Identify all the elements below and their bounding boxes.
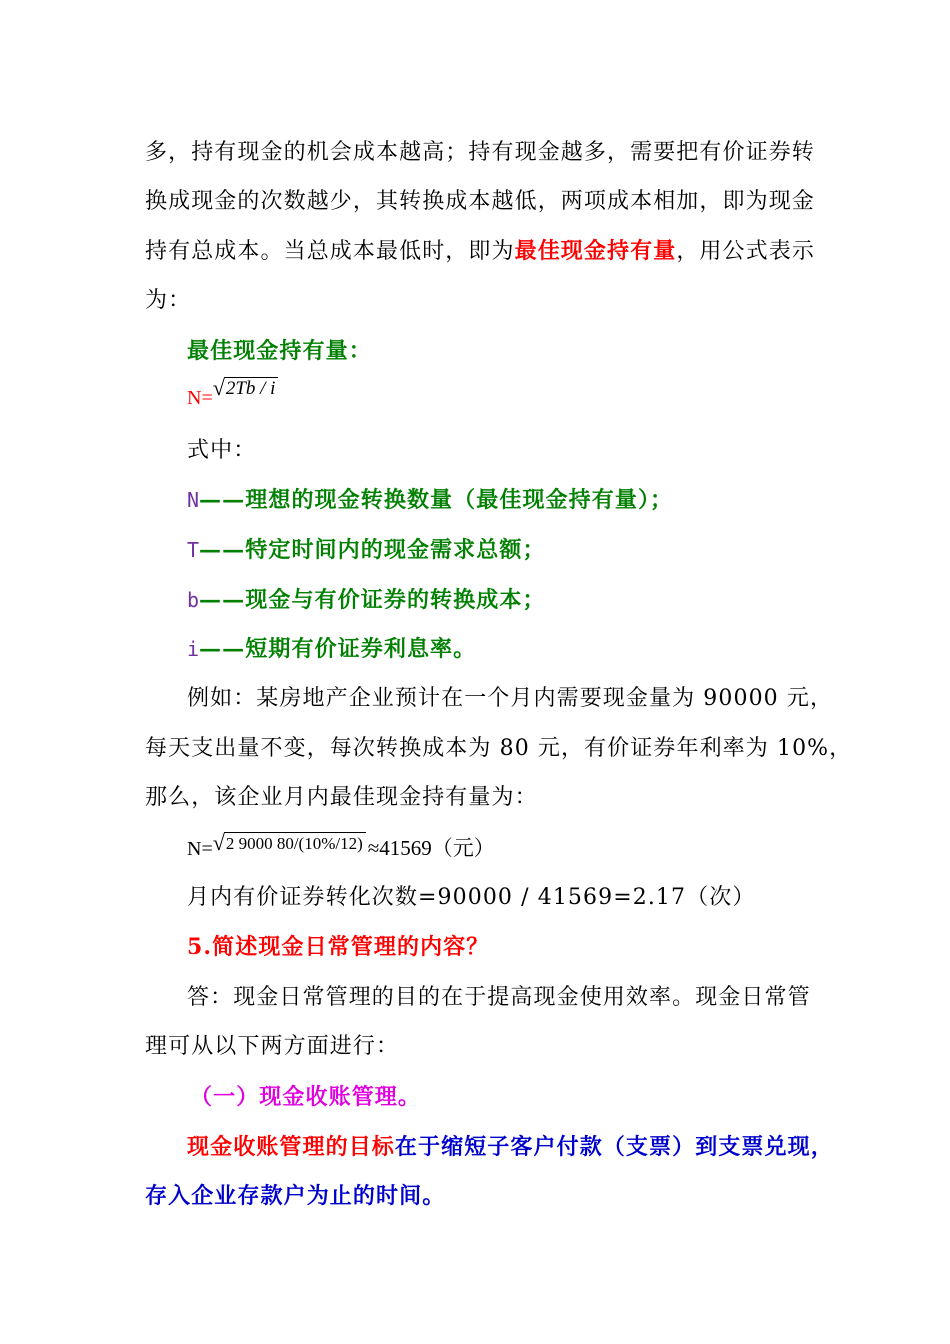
paragraph-line-3-start: 持有总成本。当总成本最低时，即为: [145, 239, 515, 264]
definition-text: 特定时间内的现金需求总额；: [245, 537, 546, 563]
optimal-cash-formula: [187, 375, 278, 409]
example-line-1: 例如：某房地产企业预计在一个月内需要现金量为 90000 元，: [187, 686, 834, 711]
goal-line-2: 存入企业存款户为止的时间。: [145, 1183, 446, 1209]
paragraph-line-3-end: ，用公式表示: [676, 239, 815, 264]
square-root: [213, 832, 366, 855]
example-calculation: [187, 826, 495, 860]
calc-result: ≈41569（元）: [367, 836, 495, 860]
paragraph-line-2: 换成现金的次数越少，其转换成本越低，两项成本相加，即为现金: [145, 189, 815, 214]
radical-sign-icon: √: [212, 375, 225, 400]
definition-text: 短期有价证券利息率。: [245, 636, 477, 662]
goal-line-1: [187, 1132, 834, 1162]
where-label: 式中：: [187, 438, 257, 463]
definition-t: [187, 535, 546, 566]
paragraph-line-3: [145, 236, 815, 267]
example-line-3: 那么，该企业月内最佳现金持有量为：: [145, 785, 538, 810]
optimal-cash-highlight: 最佳现金持有量: [514, 238, 677, 264]
definition-symbol: N: [187, 488, 200, 512]
section-heading: （一）现金收账管理。: [190, 1084, 422, 1110]
formula-heading: 最佳现金持有量：: [187, 338, 372, 364]
definition-b: [187, 585, 546, 616]
square-root: [213, 377, 279, 400]
definition-symbol: i: [187, 637, 200, 661]
definition-dash: ——: [199, 487, 246, 513]
definition-i: [187, 634, 476, 665]
goal-red-text: 现金收账管理的目标: [187, 1134, 395, 1160]
definition-text: 现金与有价证券的转换成本；: [245, 587, 546, 613]
definition-text: 理想的现金转换数量（最佳现金持有量）；: [245, 487, 674, 513]
paragraph-line-1: 多，持有现金的机会成本越高；持有现金越多，需要把有价证券转: [145, 140, 815, 165]
goal-blue-text: 在于缩短子客户付款（支票）到支票兑现，: [394, 1134, 834, 1160]
calc-radicand: 2 9000 80/(10%/12): [224, 832, 366, 855]
definition-symbol: T: [187, 538, 200, 562]
question-title: 5.简述现金日常管理的内容？: [187, 934, 490, 960]
formula-lhs: N=: [187, 387, 213, 409]
answer-line-2: 理可从以下两方面进行：: [145, 1034, 400, 1059]
example-line-2: 每天支出量不变，每次转换成本为 80 元，有价证券年利率为 10%，: [145, 736, 853, 761]
definition-symbol: b: [187, 588, 200, 612]
definition-dash: ——: [199, 587, 246, 613]
definition-dash: ——: [199, 537, 246, 563]
calc-lhs: N=: [187, 838, 213, 860]
radical-sign-icon: √: [212, 830, 225, 855]
paragraph-line-4: 为：: [145, 288, 192, 313]
answer-line-1: 答：现金日常管理的目的在于提高现金使用效率。现金日常管: [187, 985, 811, 1010]
conversion-count: 月内有价证券转化次数=90000 / 41569=2.17（次）: [187, 885, 756, 910]
definition-dash: ——: [199, 636, 246, 662]
definition-n: [187, 485, 673, 516]
formula-radicand: 2Tb / i: [224, 377, 279, 400]
